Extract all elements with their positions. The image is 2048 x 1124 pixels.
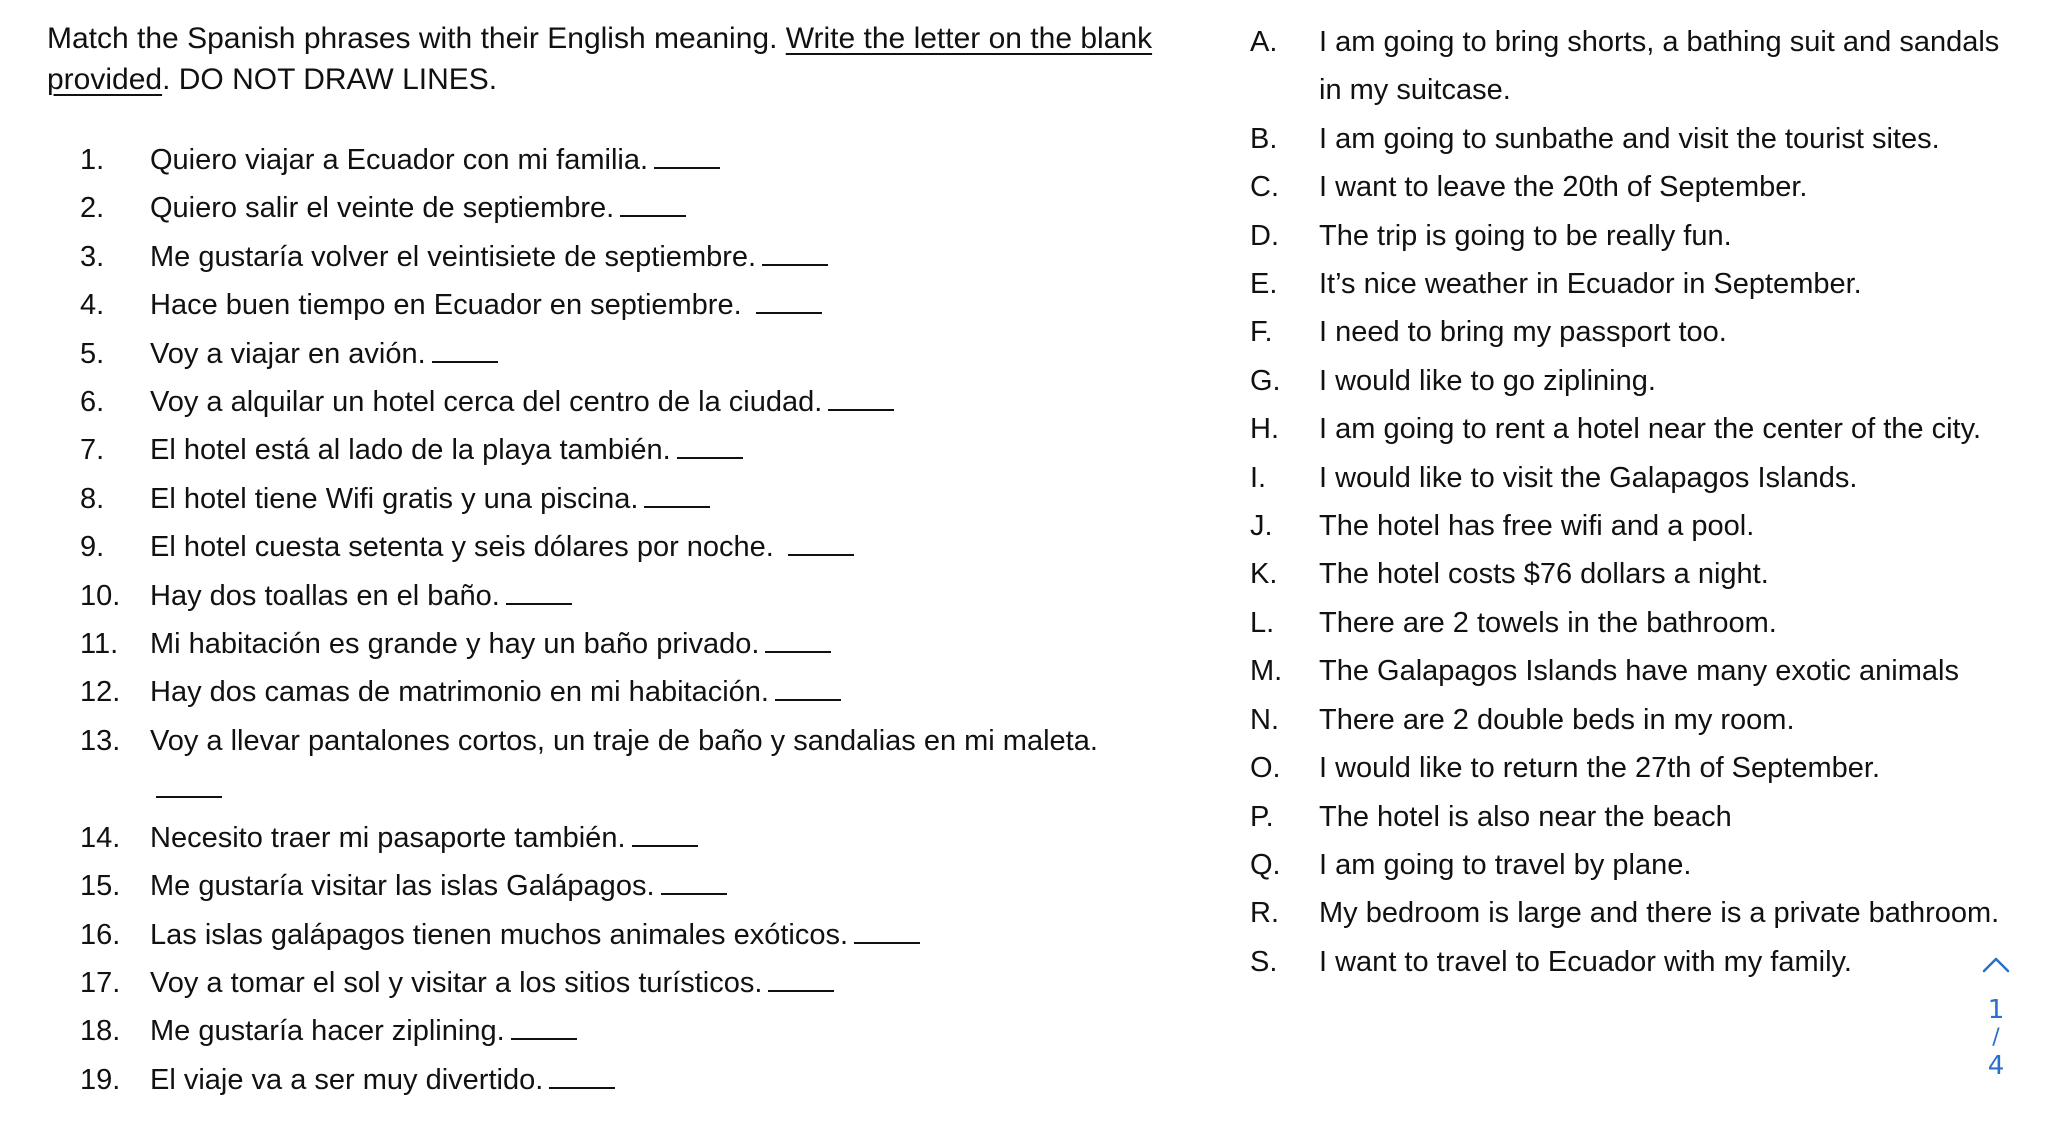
- answer-text: I want to travel to Ecuador with my family.: [1319, 945, 1852, 978]
- answer-item: [1250, 889, 2020, 937]
- question-text-wrap: [150, 1007, 1157, 1055]
- question-text-wrap: [150, 1056, 1157, 1104]
- question-text: Voy a alquilar un hotel cerca del centro de la ciudad.: [150, 386, 823, 419]
- question-number: 14.: [80, 821, 121, 854]
- answer-letter: R.: [1250, 897, 1279, 930]
- english-meaning-list: [1250, 18, 2020, 986]
- answer-item: [1250, 744, 2020, 792]
- question-text: Hay dos camas de matrimonio en mi habitación.: [150, 676, 769, 709]
- question-item: [80, 330, 1157, 378]
- question-text: Necesito traer mi pasaporte también.: [150, 821, 626, 854]
- answer-letter: H.: [1250, 413, 1279, 446]
- answer-text: I am going to sunbathe and visit the tourist sites.: [1319, 122, 1940, 155]
- question-text: El hotel tiene Wifi gratis y una piscina.: [150, 482, 639, 515]
- question-number: 12.: [80, 676, 121, 709]
- answer-blank[interactable]: [788, 532, 854, 556]
- answer-text: I am going to rent a hotel near the center of the city.: [1319, 413, 1982, 446]
- answer-letter: B.: [1250, 122, 1278, 155]
- question-item: [80, 233, 1157, 281]
- answer-text: It’s nice weather in Ecuador in September.: [1319, 268, 1862, 301]
- question-text: Quiero viajar a Ecuador con mi familia.: [150, 144, 649, 176]
- question-text: Las islas galápagos tienen muchos animales exóticos.: [150, 918, 849, 951]
- question-text: Voy a viajar en avión.: [150, 337, 426, 370]
- answer-letter: F.: [1250, 316, 1273, 349]
- answer-letter: L.: [1250, 606, 1275, 639]
- answer-text: The Galapagos Islands have many exotic animals: [1319, 655, 1959, 688]
- question-number: 4.: [80, 289, 105, 322]
- answer-text: I want to leave the 20th of September.: [1319, 171, 1808, 204]
- answer-blank[interactable]: [632, 823, 698, 847]
- question-number: 18.: [80, 1015, 121, 1048]
- question-item: [80, 136, 1157, 184]
- answer-text: I would like to return the 27th of September.: [1319, 752, 1880, 785]
- question-item: [80, 1056, 1157, 1104]
- answer-text: I need to bring my passport too.: [1319, 316, 1727, 349]
- answer-blank[interactable]: [775, 677, 841, 701]
- answer-text: I would like to go ziplining.: [1319, 364, 1656, 397]
- question-number: 1.: [80, 144, 105, 176]
- question-text: Me gustaría hacer ziplining.: [150, 1015, 505, 1048]
- question-item: [80, 717, 1157, 814]
- answer-letter: M.: [1250, 655, 1283, 688]
- answer-blank[interactable]: [756, 290, 822, 314]
- instructions-part1: Match the Spanish phrases with their English meaning.: [47, 22, 786, 55]
- answer-letter: J.: [1250, 510, 1273, 543]
- question-text: Voy a llevar pantalones cortos, un traje de baño y sandalias en mi maleta.: [150, 724, 1098, 757]
- answer-letter: N.: [1250, 703, 1279, 736]
- answer-letter: Q.: [1250, 848, 1281, 881]
- answer-blank[interactable]: [762, 242, 828, 266]
- answer-item: [1250, 647, 2020, 695]
- question-number: 10.: [80, 579, 121, 612]
- answer-blank[interactable]: [156, 774, 222, 798]
- question-text: Me gustaría volver el veintisiete de septiembre.: [150, 240, 757, 273]
- answer-blank[interactable]: [511, 1016, 577, 1040]
- question-text-wrap: [150, 378, 1157, 426]
- question-number: 13.: [80, 724, 121, 757]
- page-indicator: [1976, 945, 2016, 1081]
- question-item: [80, 1007, 1157, 1055]
- answer-item: [1250, 696, 2020, 744]
- question-item: [80, 668, 1157, 716]
- answer-item: [1250, 550, 2020, 598]
- question-item: [80, 911, 1157, 959]
- question-item: [80, 426, 1157, 474]
- answer-letter: K.: [1250, 558, 1278, 591]
- answer-text: The hotel costs $76 dollars a night.: [1319, 558, 1769, 591]
- question-number: 9.: [80, 531, 105, 564]
- question-item: [80, 184, 1157, 232]
- answer-blank[interactable]: [506, 581, 572, 605]
- question-item: [80, 572, 1157, 620]
- answer-letter: G.: [1250, 364, 1281, 397]
- question-item: [80, 862, 1157, 910]
- answer-blank[interactable]: [549, 1065, 615, 1089]
- page-current: 1: [1987, 995, 2005, 1025]
- answer-text: The hotel is also near the beach: [1319, 800, 1732, 833]
- answer-letter: E.: [1250, 268, 1278, 301]
- answer-text: I am going to bring shorts, a bathing suit and sandals in my suitcase.: [1319, 26, 2000, 107]
- answer-text: The trip is going to be really fun.: [1319, 219, 1732, 252]
- question-text: El hotel está al lado de la playa también.: [150, 434, 671, 467]
- answer-letter: A.: [1250, 26, 1278, 58]
- question-text-wrap: [150, 233, 1157, 281]
- question-text-wrap: [150, 281, 1157, 329]
- answer-text: There are 2 towels in the bathroom.: [1319, 606, 1777, 639]
- answer-item: [1250, 357, 2020, 405]
- question-text-wrap: [150, 572, 1157, 620]
- question-text-wrap: [150, 330, 1157, 378]
- answer-text: The hotel has free wifi and a pool.: [1319, 510, 1755, 543]
- question-number: 7.: [80, 434, 105, 467]
- page-total: 4: [1987, 1051, 2005, 1081]
- answer-item: [1250, 938, 2020, 986]
- question-text-wrap: [150, 911, 1157, 959]
- english-column: [1250, 18, 2020, 986]
- answer-item: [1250, 163, 2020, 211]
- question-item: [80, 523, 1157, 571]
- answer-text: My bedroom is large and there is a private bathroom.: [1319, 897, 2000, 930]
- answer-text: I would like to visit the Galapagos Islands.: [1319, 461, 1858, 494]
- answer-blank[interactable]: [644, 484, 710, 508]
- answer-item: [1250, 454, 2020, 502]
- answer-letter: D.: [1250, 219, 1279, 252]
- question-number: 15.: [80, 870, 121, 903]
- question-item: [80, 281, 1157, 329]
- question-number: 11.: [80, 628, 119, 661]
- question-text: El hotel cuesta setenta y seis dólares por noche.: [150, 531, 782, 564]
- page-separator: /: [1992, 1025, 2000, 1050]
- question-text-wrap: [150, 717, 1157, 814]
- question-text-wrap: [150, 814, 1157, 862]
- answer-letter: C.: [1250, 171, 1279, 204]
- answer-item: [1250, 260, 2020, 308]
- question-text: El viaje va a ser muy divertido.: [150, 1063, 544, 1096]
- question-item: [80, 959, 1157, 1007]
- question-text: Hay dos toallas en el baño.: [150, 579, 500, 612]
- answer-item: [1250, 793, 2020, 841]
- spanish-phrase-list: [47, 136, 1157, 1104]
- instructions-part2: . DO NOT DRAW LINES.: [162, 63, 498, 96]
- question-number: 3.: [80, 240, 105, 273]
- question-text-wrap: [150, 668, 1157, 716]
- answer-blank[interactable]: [828, 387, 894, 411]
- question-number: 8.: [80, 482, 105, 515]
- question-text-wrap: [150, 426, 1157, 474]
- question-text: Voy a tomar el sol y visitar a los sitios turísticos.: [150, 966, 763, 999]
- answer-item: [1250, 308, 2020, 356]
- answer-blank[interactable]: [661, 871, 727, 895]
- question-text-wrap: [150, 523, 1157, 571]
- instructions-underlined: Write the letter on the blank provided: [47, 22, 1153, 96]
- answer-item: [1250, 115, 2020, 163]
- question-item: [80, 378, 1157, 426]
- question-item: [80, 475, 1157, 523]
- question-text: Mi habitación es grande y hay un baño privado.: [150, 628, 760, 661]
- question-text-wrap: [150, 862, 1157, 910]
- answer-letter: I.: [1250, 461, 1267, 494]
- answer-blank[interactable]: [620, 193, 686, 217]
- answer-blank[interactable]: [677, 435, 743, 459]
- answer-item: [1250, 405, 2020, 453]
- question-text-wrap: [150, 475, 1157, 523]
- spanish-column: [47, 18, 1157, 1104]
- answer-letter: S.: [1250, 945, 1278, 978]
- answer-item: [1250, 18, 2020, 115]
- answer-blank[interactable]: [765, 629, 831, 653]
- answer-text: I am going to travel by plane.: [1319, 848, 1692, 881]
- question-item: [80, 814, 1157, 862]
- answer-item: [1250, 502, 2020, 550]
- answer-text: There are 2 double beds in my room.: [1319, 703, 1795, 736]
- question-text: Me gustaría visitar las islas Galápagos.: [150, 870, 655, 903]
- answer-letter: P.: [1250, 800, 1274, 833]
- answer-blank[interactable]: [432, 339, 498, 363]
- instructions: [47, 18, 1157, 100]
- answer-item: [1250, 212, 2020, 260]
- answer-blank[interactable]: [654, 145, 720, 169]
- question-number: 17.: [80, 966, 121, 999]
- question-number: 2.: [80, 192, 105, 225]
- answer-item: [1250, 599, 2020, 647]
- question-text-wrap: [150, 184, 1157, 232]
- question-number: 19.: [80, 1063, 121, 1096]
- question-text-wrap: [150, 959, 1157, 1007]
- question-number: 16.: [80, 918, 121, 951]
- question-number: 5.: [80, 337, 105, 370]
- answer-item: [1250, 841, 2020, 889]
- answer-letter: O.: [1250, 752, 1281, 785]
- question-text: Quiero salir el veinte de septiembre.: [150, 192, 615, 225]
- question-number: 6.: [80, 386, 105, 419]
- question-item: [80, 620, 1157, 668]
- question-text-wrap: [150, 620, 1157, 668]
- answer-blank[interactable]: [854, 920, 920, 944]
- answer-blank[interactable]: [768, 968, 834, 992]
- question-text: Hace buen tiempo en Ecuador en septiembre.: [150, 289, 750, 322]
- chevron-up-icon[interactable]: [1976, 945, 2016, 985]
- question-text-wrap: [150, 136, 1157, 184]
